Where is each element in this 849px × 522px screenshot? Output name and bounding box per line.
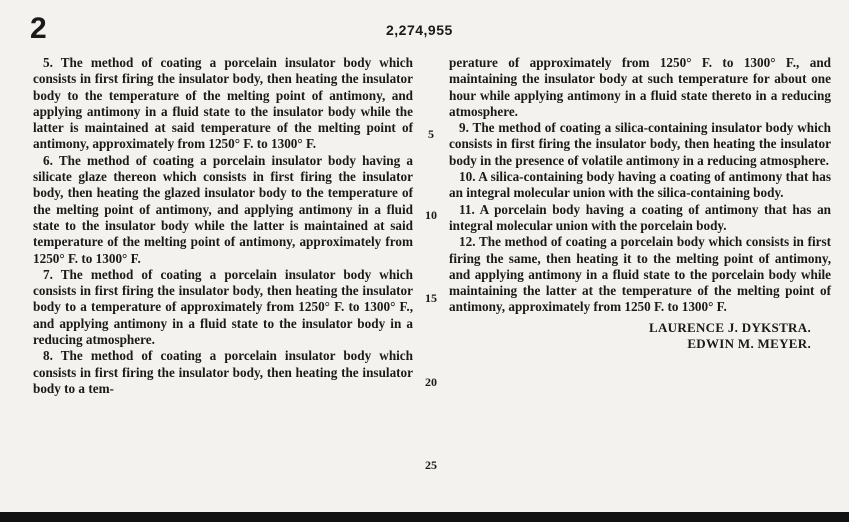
claim-5: 5. The method of coating a porcelain insulator body which consists in first firing the insulator body, then heating the insulator body to the temperature of the melting point of antimony, and applying antimony in a fluid state to the insulator body while the latter is maintained at said temperature of the melting point of antimony, approximately from 1250° F. to 1300° F. bbox=[33, 55, 413, 152]
claim-8: 8. The method of coating a porcelain insulator body which consists in first firing the insulator body, then heating the insulator body to a tem- bbox=[33, 348, 413, 396]
inventor-signatures bbox=[449, 320, 831, 353]
scan-edge-bar bbox=[0, 512, 849, 522]
claim-12: 12. The method of coating a porcelain body which consists in first firing the same, then heating it to the melting point of antimony, and applying antimony in a fluid state to the porcelain body while maintaining the latter at the temperature of the melting point of antimony, approximately from 1250 F. to 1300° F. bbox=[449, 234, 831, 315]
inventor-name-2: EDWIN M. MEYER. bbox=[687, 336, 811, 352]
line-number-10: 10 bbox=[425, 208, 437, 222]
claim-6: 6. The method of coating a porcelain insulator body having a silicate glaze thereon which consists in first firing the insulator body, then heating the glazed insulator body to the temperature of the melting point of antimony, and applying antimony in a fluid state to the insulator body while the latter is maintained at said temperature of the melting point of antimony, approximately from 1250° F. to 1300° F. bbox=[33, 152, 413, 266]
claim-10: 10. A silica-containing body having a coating of antimony that has an integral molecular union with the silica-containing body. bbox=[449, 169, 831, 201]
claim-9: 9. The method of coating a silica-containing insulator body which consists in first firing the insulator body, then heating the insulator body in the presence of volatile antimony in a reducing atmosphere. bbox=[449, 120, 831, 168]
page-number: 2 bbox=[30, 12, 47, 45]
line-number-5: 5 bbox=[428, 127, 434, 141]
left-column bbox=[33, 55, 413, 397]
line-number-25: 25 bbox=[425, 458, 437, 472]
patent-number: 2,274,955 bbox=[386, 22, 453, 38]
claim-11: 11. A porcelain body having a coating of antimony that has an integral molecular union with the porcelain body. bbox=[449, 201, 831, 233]
right-column bbox=[449, 55, 831, 352]
claim-8-continued: perature of approximately from 1250° F. to 1300° F., and maintaining the insulator body at such temperature for about one hour while applying antimony in a fluid state thereto in a reducing atmosphere. bbox=[449, 55, 831, 119]
line-number-15: 15 bbox=[425, 291, 437, 305]
claim-7: 7. The method of coating a porcelain insulator body which consists in first firing the insulator body, then heating the insulator body to a temperature of approximately from 1250° F. to 1300° F., and applying antimony in a fluid state to the insulator body in a reducing atmosphere. bbox=[33, 266, 413, 348]
line-number-20: 20 bbox=[425, 375, 437, 389]
inventor-name-1: LAURENCE J. DYKSTRA. bbox=[648, 319, 811, 335]
